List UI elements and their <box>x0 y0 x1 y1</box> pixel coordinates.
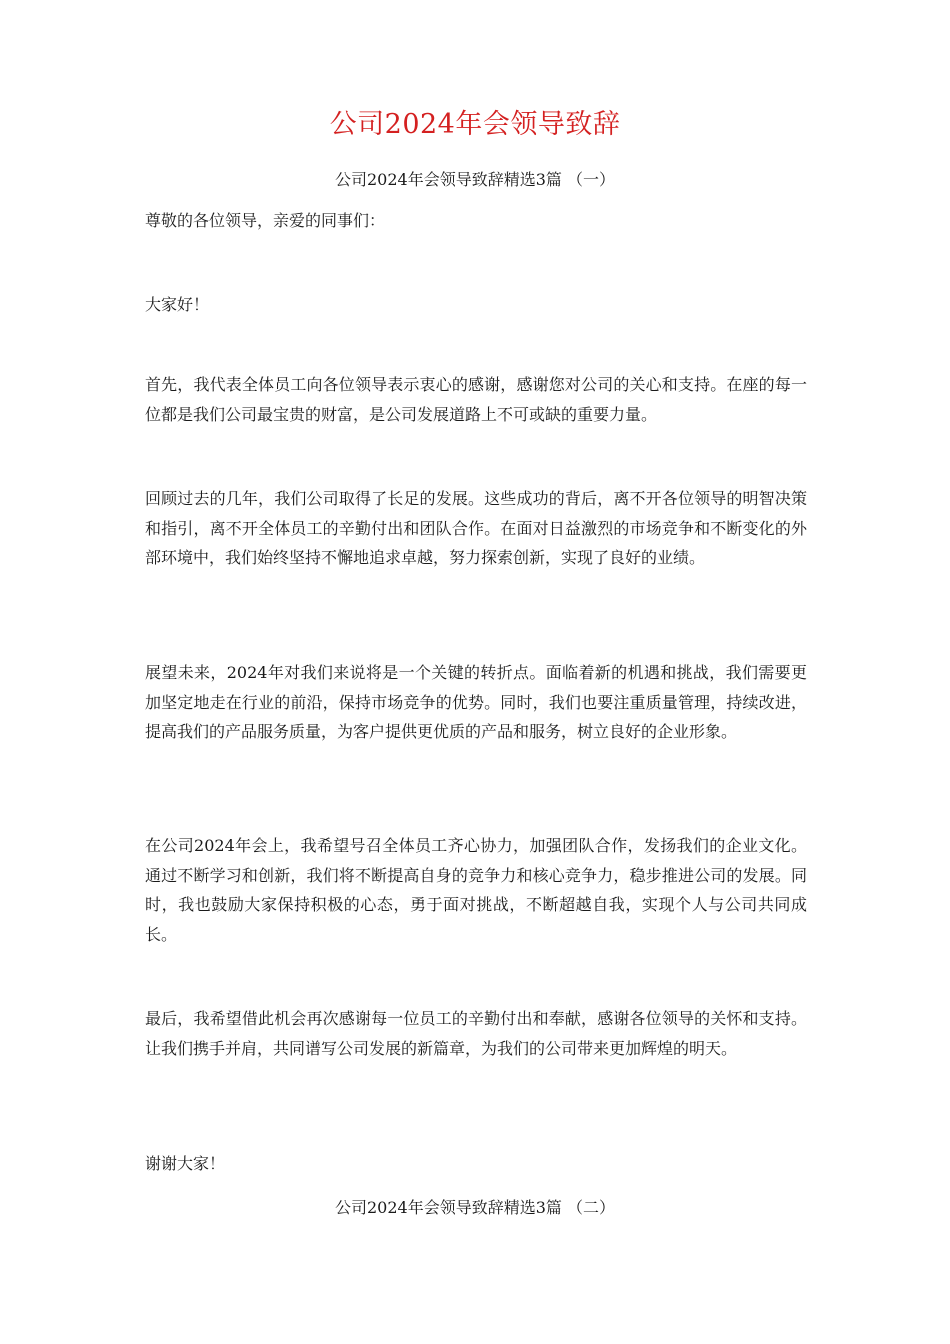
paragraph-thanks-intro: 首先，我代表全体员工向各位领导表示衷心的感谢，感谢您对公司的关心和支持。在座的每一位都是我们公司最宝贵的财富，是公司发展道路上不可或缺的重要力量。 <box>145 375 807 424</box>
document-title: 公司2024年会领导致辞 <box>329 109 621 140</box>
salutation-line: 尊敬的各位领导，亲爱的同事们： <box>145 211 386 230</box>
section-heading-two: 公司2024年会领导致辞精选3篇 （二） <box>335 1198 615 1217</box>
paragraph-review: 回顾过去的几年，我们公司取得了长足的发展。这些成功的背后，离不开各位领导的明智决策和指引，离不开全体员工的辛勤付出和团队合作。在面对日益激烈的市场竞争和不断变化的外部环境中，我们始终坚持不懈地追求卓越，努力探索创新，实现了良好的业绩。 <box>145 489 807 567</box>
greeting-line: 大家好！ <box>145 295 210 314</box>
paragraph-outlook: 展望未来，2024年对我们来说将是一个关键的转折点。面临着新的机遇和挑战，我们需要更加坚定地走在行业的前沿，保持市场竞争的优势。同时，我们也要注重质量管理，持续改进，提高我们的产品服务质量，为客户提供更优质的产品和服务，树立良好的企业形象。 <box>145 663 807 741</box>
paragraph-closing-thanks: 最后，我希望借此机会再次感谢每一位员工的辛勤付出和奉献，感谢各位领导的关怀和支持。让我们携手并肩，共同谱写公司发展的新篇章，为我们的公司带来更加辉煌的明天。 <box>145 1009 807 1058</box>
paragraph-call-to-action: 在公司2024年会上，我希望号召全体员工齐心协力，加强团队合作，发扬我们的企业文化。通过不断学习和创新，我们将不断提高自身的竞争力和核心竞争力，稳步推进公司的发展。同时，我也鼓励大家保持积极的心态，勇于面对挑战，不断超越自我，实现个人与公司共同成长。 <box>145 836 807 944</box>
section-heading-one: 公司2024年会领导致辞精选3篇 （一） <box>335 170 615 189</box>
closing-line: 谢谢大家！ <box>145 1154 226 1173</box>
